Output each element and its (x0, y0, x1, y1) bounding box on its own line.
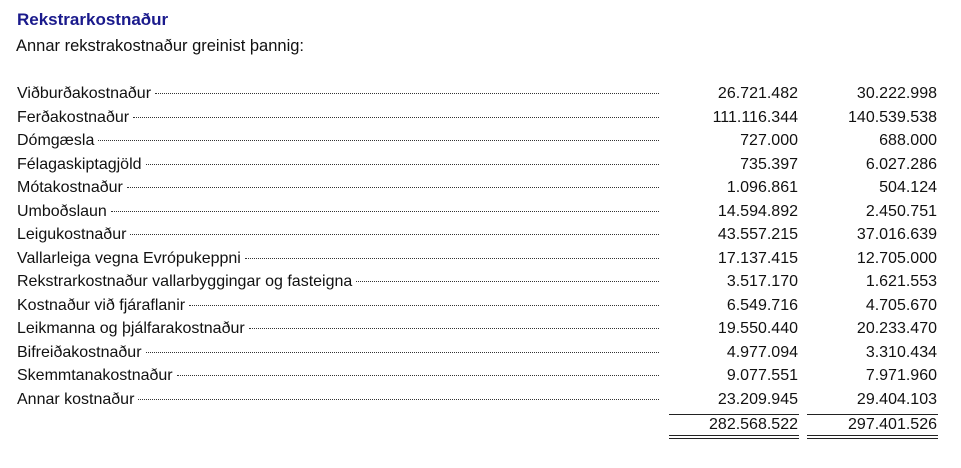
dot-leader (155, 93, 659, 94)
total-prior-year: 297.401.526 (848, 416, 937, 433)
value-prior-year: 688.000 (879, 132, 937, 149)
value-current-year: 14.594.892 (717, 202, 798, 220)
table-row (0, 179, 961, 203)
value-current-year: 735.397 (740, 155, 798, 173)
section-title: Rekstrarkostnaður (17, 10, 169, 29)
value-prior-year: 504.124 (879, 179, 937, 196)
value-current-year: 23.209.945 (717, 390, 798, 408)
row-label-wrap (17, 226, 659, 248)
row-label: Bifreiðakostnaður (17, 343, 142, 361)
dot-leader (130, 234, 659, 235)
dot-leader (245, 258, 659, 259)
dot-leader (127, 187, 659, 188)
table-row (0, 391, 961, 415)
row-label: Umboðslaun (17, 202, 107, 220)
dot-leader (133, 117, 659, 118)
table-row (0, 320, 961, 344)
row-label-wrap (17, 85, 659, 107)
dot-leader (249, 328, 659, 329)
value-current-year: 9.077.551 (726, 367, 798, 384)
dot-leader (356, 281, 659, 282)
subtotal-rule-prior (807, 414, 938, 415)
value-prior-year: 20.233.470 (856, 320, 937, 337)
value-current-year: 1.096.861 (726, 179, 798, 196)
row-label-wrap (17, 250, 659, 272)
value-prior-year: 30.222.998 (856, 85, 937, 102)
value-current-year: 727.000 (740, 132, 798, 149)
row-label: Leigukostnaður (17, 226, 127, 243)
dot-leader (146, 352, 659, 353)
row-label: Ferðakostnaður (17, 108, 130, 126)
value-current-year: 111.116.344 (712, 108, 798, 126)
row-label: Dómgæsla (17, 132, 95, 149)
row-label-wrap (17, 109, 659, 131)
row-label: Annar kostnaður (17, 390, 135, 408)
row-label: Viðburðakostnaður (17, 85, 152, 102)
total-row (0, 414, 961, 438)
value-prior-year: 2.450.751 (865, 202, 937, 220)
row-label-wrap (17, 156, 659, 178)
table-row (0, 344, 961, 368)
table-row (0, 203, 961, 227)
row-label-wrap (17, 391, 659, 413)
table-row (0, 109, 961, 133)
value-prior-year: 1.621.553 (865, 273, 937, 290)
value-prior-year: 29.404.103 (856, 390, 937, 408)
subtotal-rule-current (669, 414, 799, 415)
row-label: Skemmtanakostnaður (17, 367, 173, 384)
row-label-wrap (17, 273, 659, 295)
value-prior-year: 12.705.000 (856, 249, 937, 267)
row-label-wrap (17, 297, 659, 319)
dot-leader (111, 211, 659, 212)
expense-table (0, 85, 961, 438)
table-row (0, 156, 961, 180)
total-double-rule-current (669, 435, 799, 439)
table-row (0, 250, 961, 274)
dot-leader (138, 399, 659, 400)
value-prior-year: 140.539.538 (848, 108, 937, 126)
table-row (0, 226, 961, 250)
row-label: Leikmanna og þjálfarakostnaður (17, 320, 245, 337)
table-row (0, 367, 961, 391)
value-prior-year: 3.310.434 (865, 343, 937, 361)
value-current-year: 17.137.415 (717, 249, 798, 267)
value-current-year: 6.549.716 (726, 296, 798, 314)
value-prior-year: 7.971.960 (865, 367, 937, 384)
value-current-year: 3.517.170 (726, 273, 798, 290)
row-label-wrap (17, 367, 659, 389)
row-label-wrap (17, 179, 659, 201)
dot-leader (98, 140, 659, 141)
row-label: Vallarleiga vegna Evrópukeppni (17, 249, 241, 267)
row-label-wrap (17, 132, 659, 154)
section-subtitle: Annar rekstrakostnaður greinist þannig: (16, 37, 304, 55)
dot-leader (189, 305, 659, 306)
row-label: Mótakostnaður (17, 179, 123, 196)
row-label: Rekstrarkostnaður vallarbyggingar og fasteigna (17, 273, 353, 290)
row-label-wrap (17, 320, 659, 342)
row-label: Kostnaður við fjáraflanir (17, 296, 186, 314)
total-double-rule-prior (807, 435, 938, 439)
total-current-year: 282.568.522 (709, 416, 798, 433)
row-label: Félagaskiptagjöld (17, 155, 142, 173)
table-row (0, 297, 961, 321)
value-current-year: 19.550.440 (717, 320, 798, 337)
dot-leader (146, 164, 659, 165)
table-row (0, 273, 961, 297)
table-row (0, 132, 961, 156)
value-prior-year: 6.027.286 (865, 155, 937, 173)
row-label-wrap (17, 344, 659, 366)
value-current-year: 4.977.094 (726, 343, 798, 361)
value-current-year: 26.721.482 (717, 85, 798, 102)
table-row (0, 85, 961, 109)
value-current-year: 43.557.215 (717, 226, 798, 243)
value-prior-year: 4.705.670 (865, 296, 937, 314)
value-prior-year: 37.016.639 (856, 226, 937, 243)
row-label-wrap (17, 203, 659, 225)
dot-leader (177, 375, 659, 376)
